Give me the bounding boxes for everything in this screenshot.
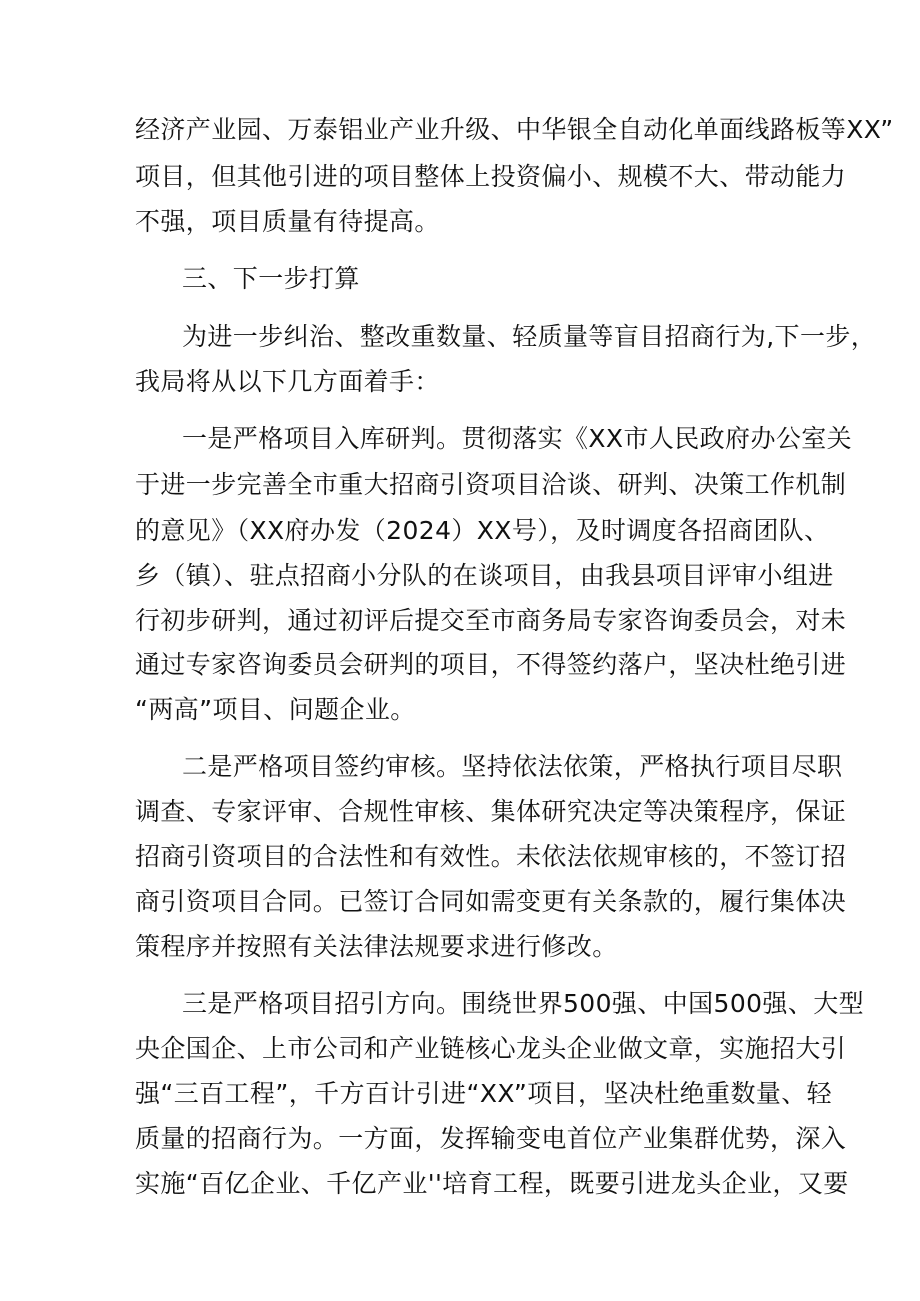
text-line: 质量的招商行为。一方面，发挥输变电首位产业集群优势，深入 <box>135 1124 847 1153</box>
text-line: 于进一步完善全市重大招商引资项目洽谈、研判、决策工作机制 <box>135 470 847 499</box>
text-line: 一是严格项目入库研判。贯彻落实《XX市人民政府办公室关 <box>182 424 853 453</box>
text-line: 我局将从以下几方面着手： <box>135 367 440 396</box>
section-heading: 三、下一步打算 <box>182 264 360 293</box>
text-line: 项目，但其他引进的项目整体上投资偏小、规模不大、带动能力 <box>135 162 847 191</box>
text-line: 实施“百亿企业、千亿产业''培育工程，既要引进龙头企业，又要 <box>135 1169 849 1198</box>
text-line: 招商引资项目的合法性和有效性。未依法依规审核的，不签订招 <box>135 842 847 871</box>
text-line: 央企国企、上市公司和产业链核心龙头企业做文章，实施招大引 <box>135 1034 847 1063</box>
text-line: 不强，项目质量有待提高。 <box>135 207 440 236</box>
text-line: “两高”项目、问题企业。 <box>135 695 416 724</box>
text-line: 为进一步纠治、整改重数量、轻质量等盲目招商行为,下一步， <box>182 322 877 351</box>
text-line: 经济产业园、万泰铝业产业升级、中华银全自动化单面线路板等XX” <box>135 115 894 144</box>
text-line: 强“三百工程”，千方百计引进“XX”项目，坚决杜绝重数量、轻 <box>135 1079 833 1108</box>
text-line: 商引资项目合同。已签订合同如需变更有关条款的，履行集体决 <box>135 887 847 916</box>
text-line: 三是严格项目招引方向。围绕世界500强、中国500强、大型 <box>182 989 865 1018</box>
text-line: 的意见》（XX府办发（2024）XX号），及时调度各招商团队、 <box>135 516 830 545</box>
text-line: 调查、专家评审、合规性审核、集体研究决定等决策程序，保证 <box>135 797 847 826</box>
text-line: 行初步研判，通过初评后提交至市商务局专家咨询委员会，对未 <box>135 606 847 635</box>
text-line: 通过专家咨询委员会研判的项目，不得签约落户，坚决杜绝引进 <box>135 650 847 679</box>
text-line: 二是严格项目签约审核。坚持依法依策，严格执行项目尽职 <box>182 752 843 781</box>
text-line: 策程序并按照有关法律法规要求进行修改。 <box>135 932 618 961</box>
text-line: 乡（镇）、驻点招商小分队的在谈项目，由我县项目评审小组进 <box>135 561 834 590</box>
